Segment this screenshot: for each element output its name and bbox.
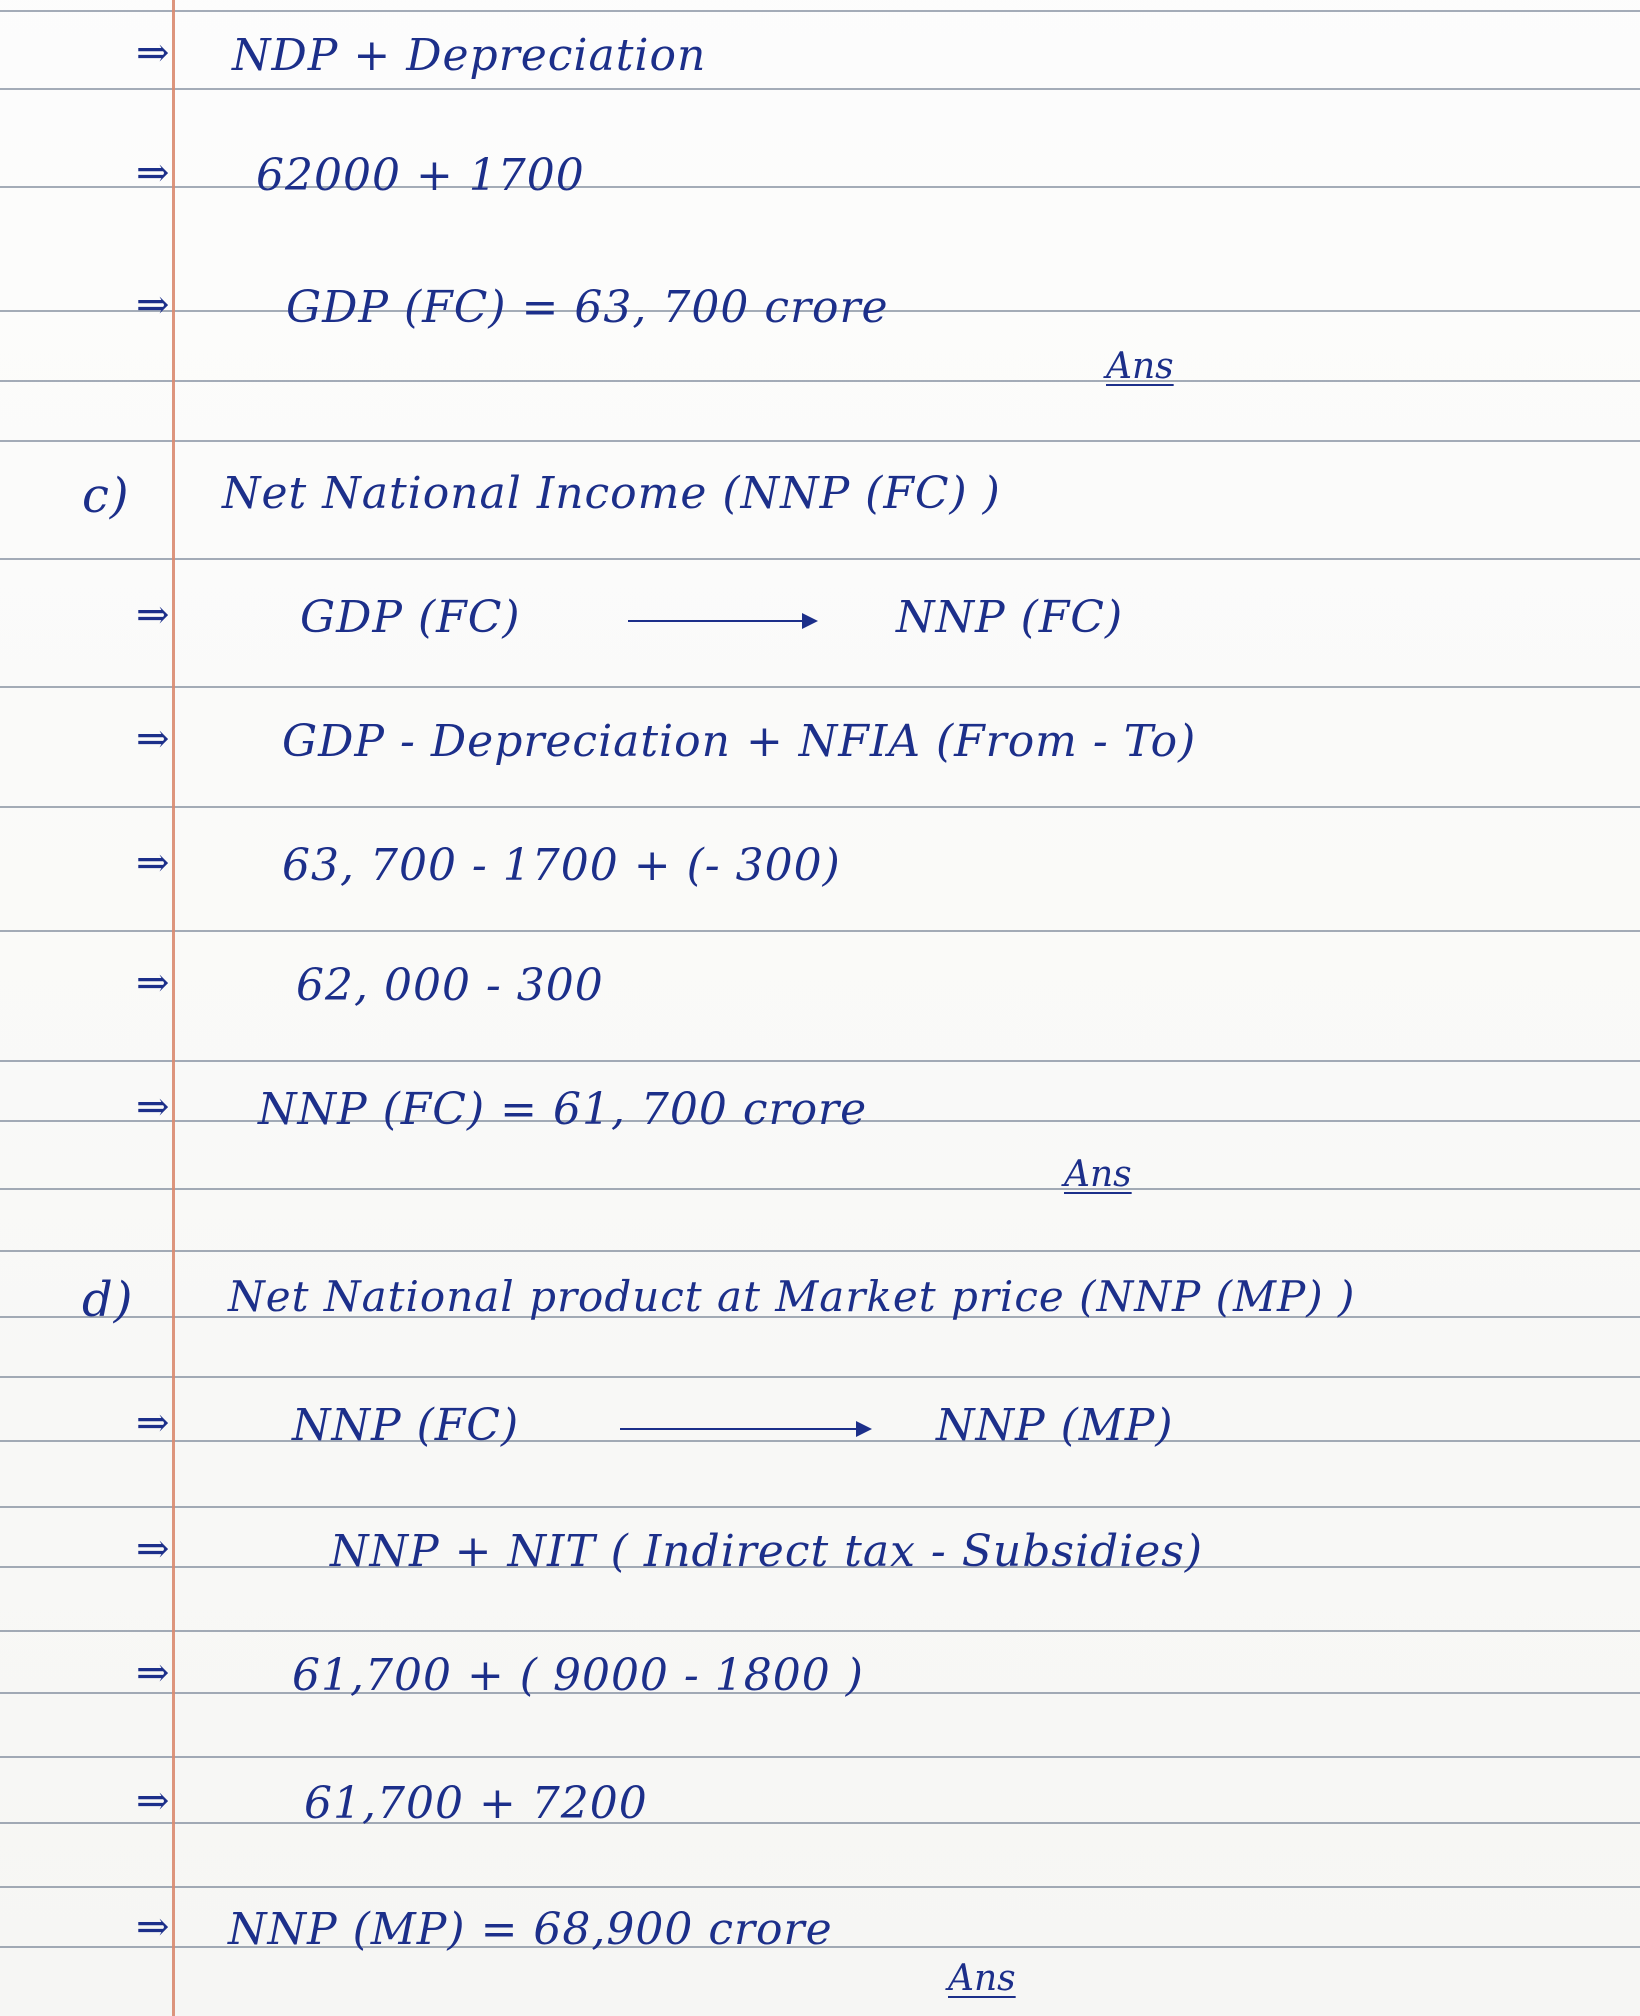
ruled-line [0,686,1640,688]
ruled-line [0,1630,1640,1632]
line-text: 62000 + 1700 [256,150,585,201]
implies-arrow: ⇒ [136,716,171,762]
answer-mark: Ans [1106,346,1174,387]
ruled-line [0,380,1640,382]
ruled-line [0,1886,1640,1888]
implies-arrow: ⇒ [136,960,171,1006]
long-right-arrow [620,1428,870,1430]
ruled-line [0,1060,1640,1062]
flow-from: NNP (FC) [292,1400,520,1451]
ruled-line [0,10,1640,12]
margin-line [172,0,175,2016]
line-text: NDP + Depreciation [232,30,707,81]
implies-arrow: ⇒ [136,30,171,76]
implies-arrow: ⇒ [136,1084,171,1130]
implies-arrow: ⇒ [136,1778,171,1824]
flow-to: NNP (FC) [896,592,1124,643]
line-text: 63, 700 - 1700 + (- 300) [282,840,841,891]
ruled-line [0,88,1640,90]
flow-from: GDP (FC) [300,592,521,643]
line-text: 61,700 + ( 9000 - 1800 ) [292,1650,864,1701]
answer-mark: Ans [948,1958,1016,1999]
ruled-line [0,1188,1640,1190]
line-text: NNP (FC) = 61, 700 crore [258,1084,868,1135]
heading-text: Net National Income (NNP (FC) ) [222,468,1001,519]
implies-arrow: ⇒ [136,282,171,328]
answer-mark: Ans [1064,1154,1132,1195]
section-label: c) [82,468,130,524]
implies-arrow: ⇒ [136,1650,171,1696]
implies-arrow: ⇒ [136,840,171,886]
long-right-arrow [628,620,816,622]
ruled-line [0,186,1640,188]
line-text: GDP (FC) = 63, 700 crore [286,282,889,333]
ruled-line [0,1506,1640,1508]
implies-arrow: ⇒ [136,150,171,196]
implies-arrow: ⇒ [136,1526,171,1572]
line-text: NNP (MP) = 68,900 crore [228,1904,833,1955]
line-text: 62, 000 - 300 [296,960,604,1011]
heading-text: Net National product at Market price (NNP (MP) ) [228,1272,1356,1321]
ruled-line [0,1440,1640,1442]
section-label: d) [82,1272,134,1328]
flow-to: NNP (MP) [936,1400,1174,1451]
ruled-line [0,1822,1640,1824]
ruled-line [0,930,1640,932]
ruled-line [0,806,1640,808]
ruled-line [0,558,1640,560]
ruled-line [0,1376,1640,1378]
implies-arrow: ⇒ [136,1904,171,1950]
line-text: NNP + NIT ( Indirect tax - Subsidies) [330,1526,1204,1577]
ruled-line [0,440,1640,442]
ruled-line [0,1250,1640,1252]
ruled-line [0,1756,1640,1758]
implies-arrow: ⇒ [136,1400,171,1446]
implies-arrow: ⇒ [136,592,171,638]
line-text: 61,700 + 7200 [304,1778,648,1829]
line-text: GDP - Depreciation + NFIA (From - To) [282,716,1197,767]
